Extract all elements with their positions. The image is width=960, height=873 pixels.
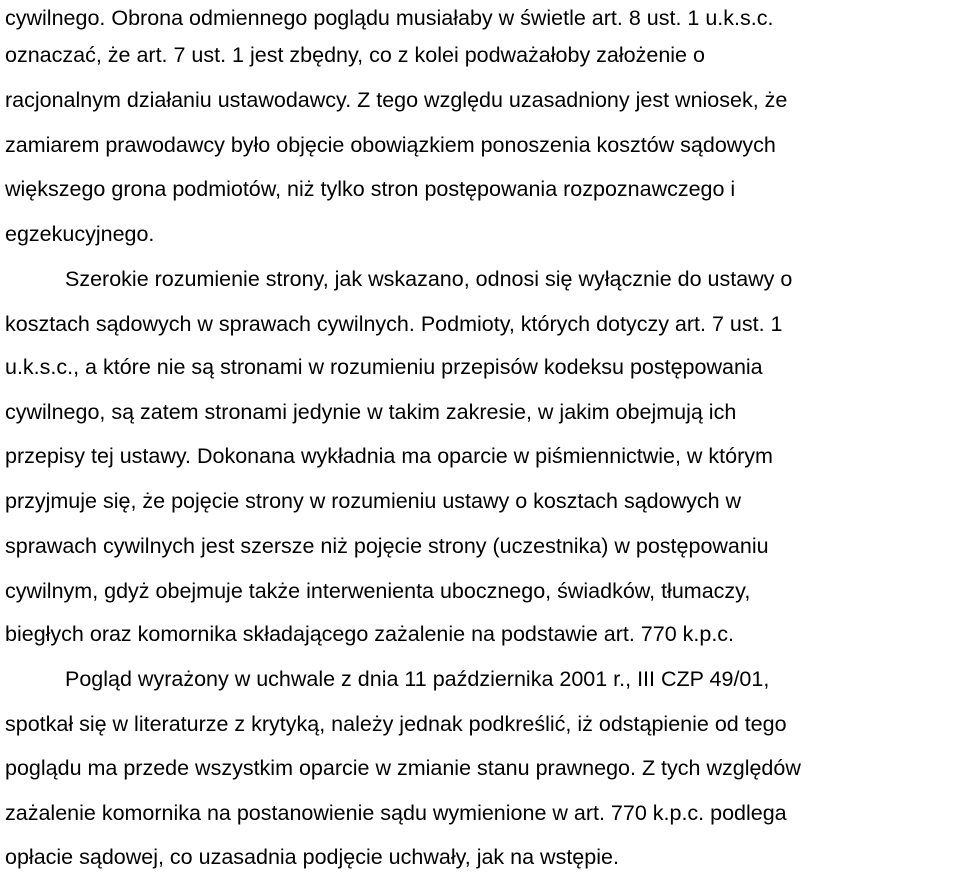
text-line: cywilnego, są zatem stronami jedynie w takim zakresie, w jakim obejmują ich — [5, 400, 737, 424]
text-line: spotkał się w literaturze z krytyką, należy jednak podkreślić, iż odstąpienie od tego — [5, 712, 787, 736]
text-line: zażalenie komornika na postanowienie sądu wymienione w art. 770 k.p.c. podlega — [5, 801, 787, 825]
text-line: poglądu ma przede wszystkim oparcie w zmianie stanu prawnego. Z tych względów — [5, 756, 801, 780]
text-line: opłacie sądowej, co uzasadnia podjęcie uchwały, jak na wstępie. — [5, 845, 619, 869]
text-line: racjonalnym działaniu ustawodawcy. Z tego względu uzasadniony jest wniosek, że — [5, 88, 788, 112]
text-line: egzekucyjnego. — [5, 222, 155, 246]
text-line: cywilnego. Obrona odmiennego poglądu musiałaby w świetle art. 8 ust. 1 u.k.s.c. — [5, 6, 774, 30]
text-line: kosztach sądowych w sprawach cywilnych. Podmioty, których dotyczy art. 7 ust. 1 — [5, 312, 783, 336]
paragraph-first-line: Szerokie rozumienie strony, jak wskazano, odnosi się wyłącznie do ustawy o — [65, 267, 793, 291]
paragraph-first-line: Pogląd wyrażony w uchwale z dnia 11 października 2001 r., III CZP 49/01, — [65, 667, 770, 691]
text-line: większego grona podmiotów, niż tylko stron postępowania rozpoznawczego i — [5, 177, 736, 201]
text-line: przepisy tej ustawy. Dokonana wykładnia ma oparcie w piśmiennictwie, w którym — [5, 444, 773, 468]
text-line: zamiarem prawodawcy było objęcie obowiązkiem ponoszenia kosztów sądowych — [5, 133, 776, 157]
text-line: u.k.s.c., a które nie są stronami w rozumieniu przepisów kodeksu postępowania — [5, 355, 763, 379]
text-line: cywilnym, gdyż obejmuje także interwenienta ubocznego, świadków, tłumaczy, — [5, 579, 751, 603]
text-line: biegłych oraz komornika składającego zażalenie na podstawie art. 770 k.p.c. — [5, 622, 735, 646]
text-line: przyjmuje się, że pojęcie strony w rozumieniu ustawy o kosztach sądowych w — [5, 489, 742, 513]
text-line: oznaczać, że art. 7 ust. 1 jest zbędny, co z kolei podważałoby założenie o — [5, 43, 705, 67]
text-line: sprawach cywilnych jest szersze niż pojęcie strony (uczestnika) w postępowaniu — [5, 534, 769, 558]
